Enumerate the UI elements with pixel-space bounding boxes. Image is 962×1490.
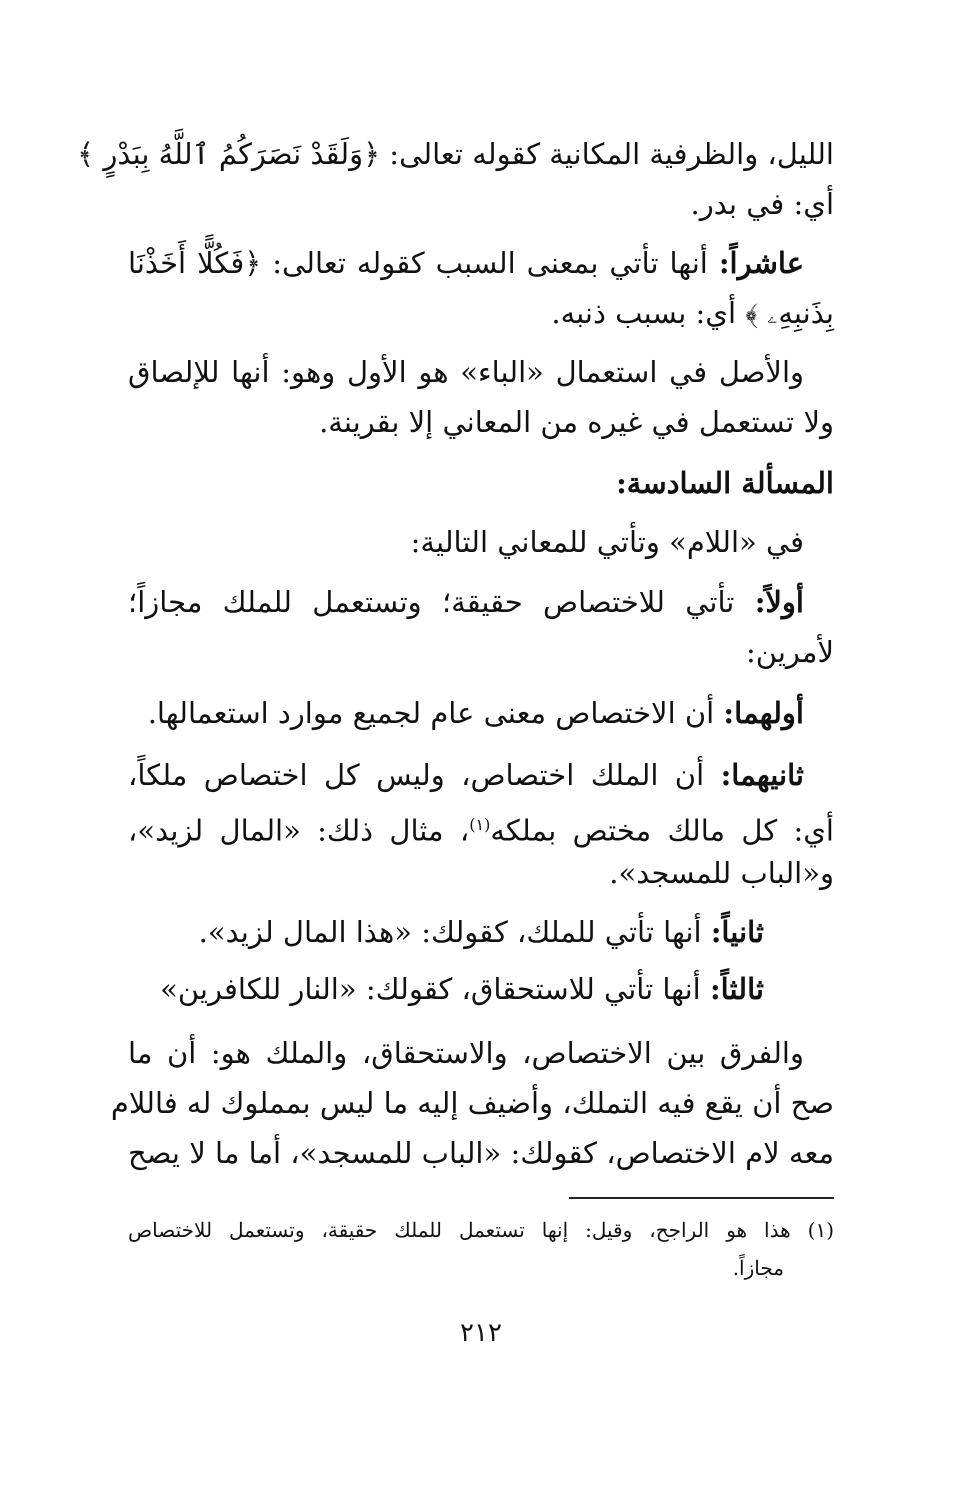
intro-line: في «اللام» وتأتي للمعاني التالية: [410,525,804,559]
paragraph-line [128,912,834,952]
paragraph-line: و«الباب للمسجد». [609,856,834,890]
bold-lead: أولهما: [723,696,804,730]
paragraph-text: أنها تأتي بمعنى السبب كقوله تعالى: ﴿فَكُلًّا أَخَذْنَا [128,246,708,280]
paragraph-text: أنها تأتي للملك، كقولك: «هذا المال لزيد». [198,915,702,949]
paragraph-line: بِذَنبِهِۦ ﴾ أي: بسبب ذنبه. [551,296,834,330]
paragraph-line [128,969,834,1009]
paragraph-line [128,805,834,851]
paragraph-line: الليل، والظرفية المكانية كقوله تعالى: ﴿وَلَقَدْ نَصَرَكُمُ ٱللَّهُ بِبَدْرٍ ﴾ [77,137,834,171]
paragraph-text: ، مثال ذلك: «المال لزيد»، [128,813,470,848]
paragraph-line: والفرق بين الاختصاص، والاستحقاق، والملك هو: أن ما [128,1036,804,1070]
paragraph-line [128,755,834,795]
footnote-line: مجازاً. [732,1256,784,1280]
paragraph-line: أي: في بدر. [690,187,834,221]
paragraph-line: صح أن يقع فيه التملك، وأضيف إليه ما ليس بمملوك له فاللام [110,1086,834,1120]
footnote-divider [569,1197,834,1199]
paragraph-line: لأمرين: [746,635,834,669]
footnote-line: (١) هذا هو الراجح، وقيل: إنها تستعمل للملك حقيقة، وتستعمل للاختصاص [128,1218,834,1242]
paragraph-line [128,243,834,283]
footnote-marker[interactable]: (١) [469,815,491,834]
paragraph-text: أن الاختصاص معنى عام لجميع موارد استعمالها. [147,696,715,730]
paragraph-text: تأتي للاختصاص حقيقة؛ وتستعمل للملك مجازاً؛ [128,585,735,619]
page-number: ٢١٢ [460,1318,502,1348]
bold-lead: ثانيهما: [720,758,804,792]
bold-lead: أولاً: [754,585,804,619]
paragraph-line [128,693,834,733]
paragraph-text: أي: كل مالك مختص بملكه [490,813,834,848]
paragraph-line: معه لام الاختصاص، كقولك: «الباب للمسجد»، أما ما لا يصح [128,1136,834,1170]
paragraph-line [128,582,834,622]
paragraph-line: والأصل في استعمال «الباء» هو الأول وهو: أنها للإلصاق [128,355,804,389]
paragraph-line: ولا تستعمل في غيره من المعاني إلا بقرينة. [319,405,834,439]
paragraph-text: أن الملك اختصاص، وليس كل اختصاص ملكاً، [128,758,705,792]
bold-lead: ثالثاً: [709,972,764,1006]
bold-lead: ثانياً: [710,915,764,949]
section-heading: المسألة السادسة: [616,466,834,500]
paragraph-text: أنها تأتي للاستحقاق، كقولك: «النار للكافرين» [160,972,701,1006]
bold-lead: عاشراً: [718,246,805,280]
